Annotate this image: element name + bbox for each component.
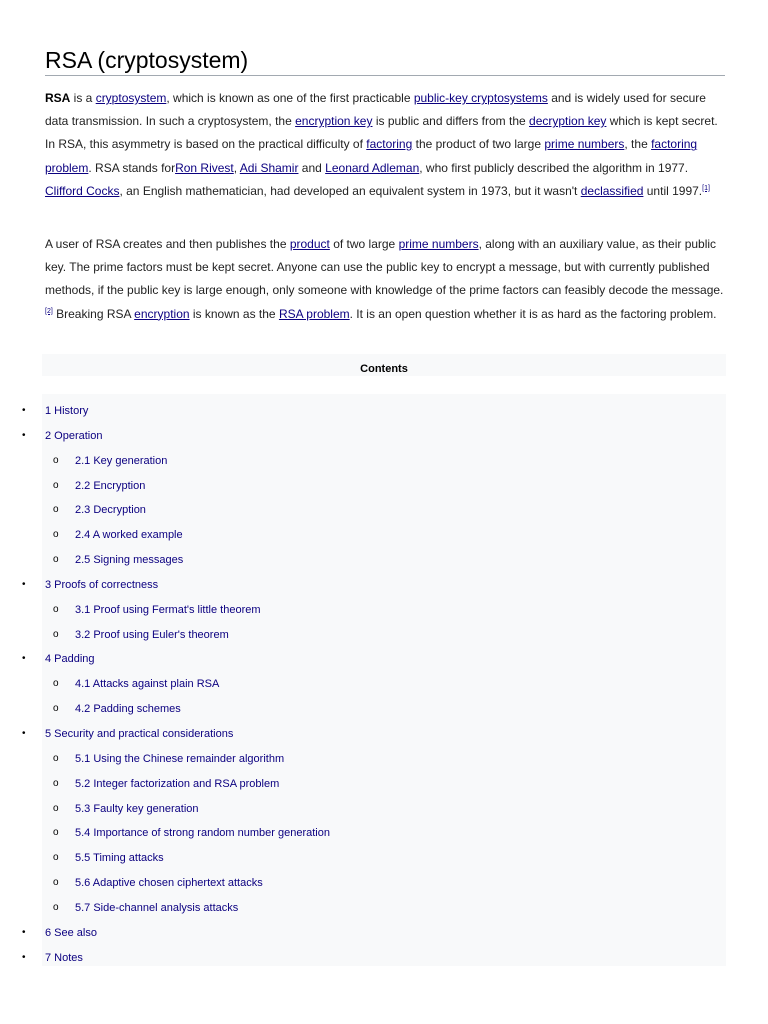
toc-item [0,399,726,424]
reference-1 [702,185,710,192]
toc-link[interactable]: 4.2 Padding schemes [75,703,181,716]
link-public-key-cryptosystems[interactable]: public-key cryptosystems [413,91,548,105]
link-prime-numbers-2[interactable]: prime numbers [398,237,479,251]
text-span: which is kept secret. In RSA, this asymmetry is based on the practical difficulty of [45,114,718,152]
text-span: until 1997. [643,183,703,198]
toc-link[interactable]: 3 Proofs of correctness [45,578,159,591]
circle-bullet-icon: o [53,479,59,491]
toc-link[interactable]: 2.2 Encryption [75,479,146,492]
text-span: . It is an open question whether it is as hard as the factoring problem. [349,306,717,321]
toc-item [0,797,726,822]
text-span: . RSA stands for [88,160,176,175]
toc-link[interactable]: 3.1 Proof using Fermat's little theorem [75,603,261,616]
link-factoring[interactable]: factoring [366,137,413,152]
toc-item [0,498,726,523]
toc-item [0,846,726,871]
toc-item [0,623,726,648]
bullet-icon: • [22,578,26,590]
text-span: of two large [329,237,399,251]
circle-bullet-icon: o [53,454,59,466]
toc-item [0,523,726,548]
toc-item [0,424,726,449]
toc-item [0,647,726,672]
text-span: the product of two large [412,137,545,152]
toc-link[interactable]: 5.1 Using the Chinese remainder algorithm [75,752,285,765]
link-rsa-problem[interactable]: RSA problem [278,306,350,321]
text-span: , which is known as one of the first practicable [166,91,414,105]
circle-bullet-icon: o [53,504,59,516]
toc-link[interactable]: 5.6 Adaptive chosen ciphertext attacks [75,877,263,890]
toc-link[interactable]: 1 History [45,405,89,417]
toc-link[interactable]: 2.5 Signing messages [75,554,184,567]
toc-title: Contents [360,363,408,375]
text-span: , along with an auxiliary value, as their public key. The prime factors must be kept secret. Anyone can use the public key to encrypt a message, but with currently published methods, if the public key is large enough, only someone with knowledge of the prime factors can feasibly decode the message. [45,237,724,298]
toc-list [0,399,726,970]
usage-paragraph [45,233,725,326]
circle-bullet-icon: o [53,777,59,789]
table-of-contents [0,354,726,966]
toc-link[interactable]: 2.1 Key generation [75,454,168,467]
toc-item [0,474,726,499]
toc-item [0,697,726,722]
link-encryption-key[interactable]: encryption key [295,114,373,129]
link-decryption-key[interactable]: decryption key [529,114,607,129]
link-ron-rivest[interactable]: Ron Rivest [175,160,234,175]
toc-item [0,921,726,946]
page-title: RSA (cryptosystem) [45,45,725,76]
reference-2 [45,308,53,315]
toc-item [0,946,726,971]
toc-link[interactable]: 5.5 Timing attacks [75,852,164,865]
link-declassified[interactable]: declassified [580,183,644,198]
circle-bullet-icon: o [53,628,59,640]
text-span: and is widely used for secure data transmission. In such a cryptosystem, the [45,91,706,129]
toc-item [0,449,726,474]
link-prime-numbers[interactable]: prime numbers [544,137,625,152]
link-product[interactable]: product [289,237,330,251]
text-span: Breaking RSA [52,306,135,321]
bullet-icon: • [22,926,26,938]
toc-item [0,896,726,921]
text-span: is public and differs from the [372,114,530,129]
bullet-icon: • [22,653,26,665]
bold-term: RSA [45,91,71,105]
circle-bullet-icon: o [53,802,59,814]
circle-bullet-icon: o [53,752,59,764]
link-clifford-cocks[interactable]: Clifford Cocks [45,183,120,198]
toc-link[interactable]: 5.4 Importance of strong random number generation [75,827,330,840]
toc-link[interactable]: 2.4 A worked example [75,529,183,542]
toc-item [0,722,726,747]
bullet-icon: • [22,405,26,416]
toc-link[interactable]: 5.3 Faulty key generation [75,802,199,815]
text-span: is known as the [189,306,279,321]
circle-bullet-icon: o [53,678,59,690]
circle-bullet-icon: o [53,603,59,615]
bullet-icon: • [22,727,26,739]
toc-link[interactable]: 2.3 Decryption [75,504,146,517]
toc-item [0,821,726,846]
toc-link[interactable]: 5.2 Integer factorization and RSA problem [75,777,280,790]
toc-link[interactable]: 5 Security and practical considerations [45,727,234,740]
text-span: and [298,160,326,175]
toc-link[interactable]: 7 Notes [45,951,83,964]
toc-item [0,573,726,598]
bullet-icon: • [22,951,26,963]
toc-link[interactable]: 3.2 Proof using Euler's theorem [75,628,229,641]
circle-bullet-icon: o [53,852,59,864]
toc-item [0,871,726,896]
reference-2-link[interactable]: [2] [45,307,53,315]
circle-bullet-icon: o [53,901,59,913]
circle-bullet-icon: o [53,529,59,541]
link-cryptosystem[interactable]: cryptosystem [95,91,167,105]
toc-item [0,598,726,623]
toc-link[interactable]: 4.1 Attacks against plain RSA [75,678,220,691]
text-span: is a [70,91,96,105]
link-leonard-adleman[interactable]: Leonard Adleman [325,160,420,175]
text-span: , an English mathematician, had developed an equivalent system in 1973, but it wasn't [119,183,581,198]
link-factoring-problem[interactable]: factoring problem [45,137,698,175]
toc-link[interactable]: 2 Operation [45,429,103,442]
toc-item [0,747,726,772]
bullet-icon: • [22,429,26,441]
link-encryption[interactable]: encryption [134,306,190,321]
toc-link[interactable]: 4 Padding [45,653,95,666]
circle-bullet-icon: o [53,554,59,566]
text-span: , who first publicly described the algorithm in 1977. [419,160,689,175]
reference-1-link[interactable]: [1] [702,184,710,192]
toc-item [0,772,726,797]
text-span: , the [624,137,652,152]
toc-link[interactable]: 5.7 Side-channel analysis attacks [75,901,239,914]
intro-paragraph [45,87,725,203]
circle-bullet-icon: o [53,703,59,715]
toc-item [0,672,726,697]
text-span: , [233,160,240,175]
circle-bullet-icon: o [53,877,59,889]
toc-link[interactable]: 6 See also [45,926,97,939]
text-span: A user of RSA creates and then publishes the [45,237,290,251]
link-adi-shamir[interactable]: Adi Shamir [239,160,299,175]
circle-bullet-icon: o [53,827,59,839]
toc-item [0,548,726,573]
